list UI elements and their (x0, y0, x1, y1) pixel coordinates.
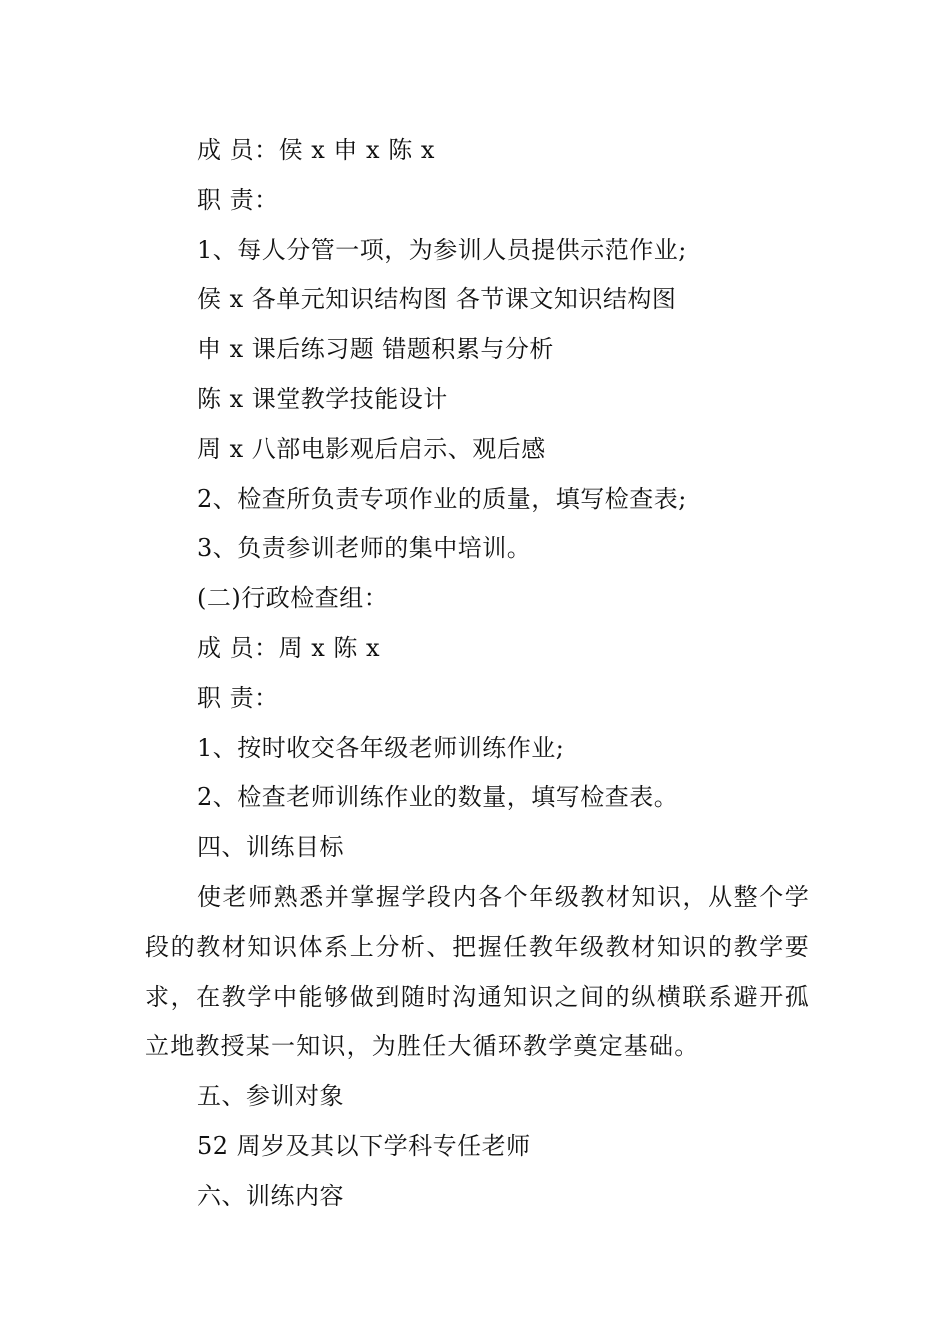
section-heading: 五、参训对象 (197, 1082, 344, 1111)
document-body (145, 126, 810, 1222)
text-line: 周 x 八部电影观后启示、观后感 (197, 434, 546, 463)
text-line: 职 责： (197, 683, 279, 712)
text-line: 1、按时收交各年级老师训练作业; (197, 733, 565, 762)
section-heading: 六、训练内容 (197, 1181, 344, 1210)
text-line: 成 员：侯 x 申 x 陈 x (197, 136, 435, 164)
text-line: 侯 x 各单元知识结构图 各节课文知识结构图 (197, 285, 677, 314)
section-heading: 四、训练目标 (197, 833, 344, 862)
text-line: 52 周岁及其以下学科专任老师 (197, 1131, 531, 1160)
text-line: 1、每人分管一项，为参训人员提供示范作业; (197, 235, 687, 264)
text-line: 2、检查老师训练作业的数量，填写检查表。 (197, 783, 679, 812)
text-line: 职 责： (197, 185, 279, 214)
text-line: 陈 x 课堂教学技能设计 (197, 384, 448, 413)
section-heading: (二)行政检查组： (197, 584, 389, 613)
text-line: 成 员：周 x 陈 x (197, 633, 381, 662)
text-line: 3、负责参训老师的集中培训。 (197, 534, 532, 563)
text-line: 2、检查所负责专项作业的质量，填写检查表; (197, 484, 687, 513)
body-paragraph: 使老师熟悉并掌握学段内各个年级教材知识，从整个学段的教材知识体系上分析、把握任教年级教材知识的教学要求，在教学中能够做到随时沟通知识之间的纵横联系避开孤立地教授某一知识，为胜任大循环教学奠定基础。 (145, 882, 810, 1061)
text-line: 申 x 课后练习题 错题积累与分析 (197, 335, 554, 364)
